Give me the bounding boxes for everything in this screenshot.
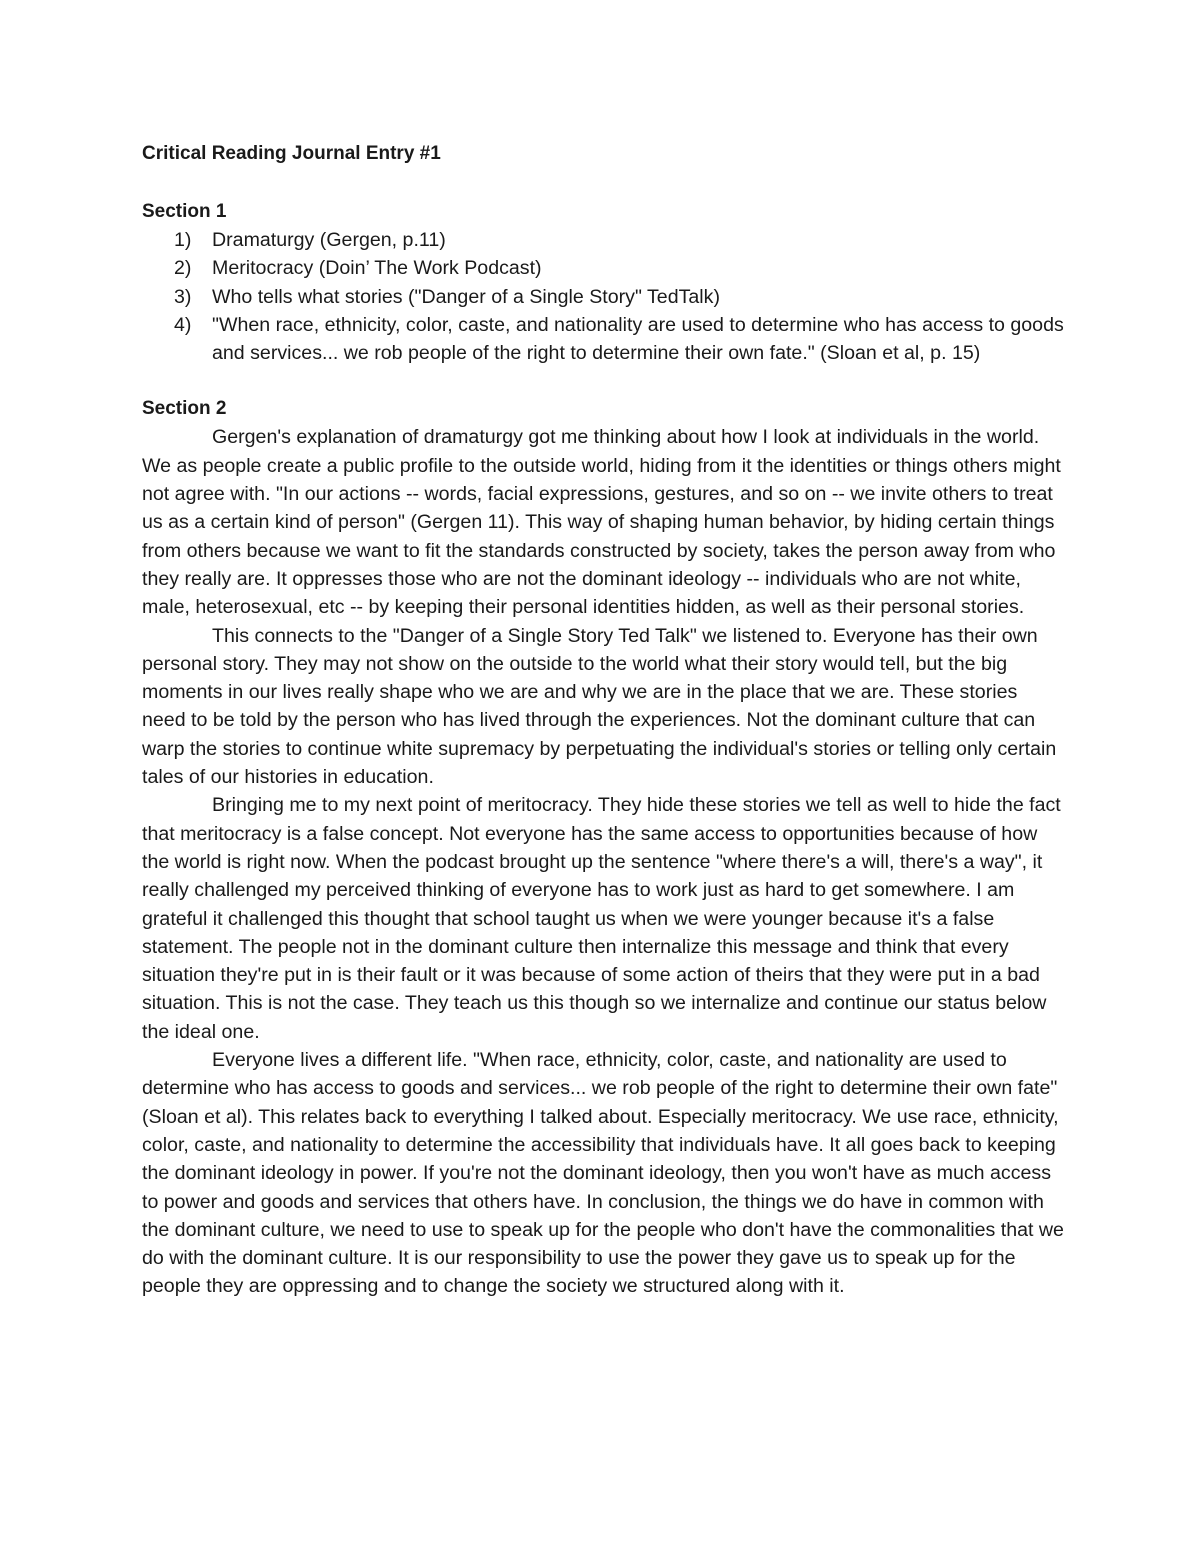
section-1-heading: Section 1 <box>142 201 227 222</box>
list-item-text: Meritocracy (Doin’ The Work Podcast) <box>212 257 542 280</box>
section-2-paragraph: Bringing me to my next point of meritocracy. They hide these stories we tell as well to hide the fact that meritocracy is a false concept. Not everyone has the same access to opportunities because of how the world is right now. When the podcast brought up the sentence "where there's a will, there's a way", it really challenged my perceived thinking of everyone has to work just as hard to get somewhere. I am grateful it challenged this thought that school taught us when we were younger because it's a false statement. The people not in the dominant culture then internalize this message and think that every situation they're put in is their fault or it was because of some action of theirs that they were put in a bad situation. This is not the case. They teach us this though so we internalize and continue our status below the ideal one. <box>142 794 1061 1043</box>
list-item <box>142 254 1064 282</box>
list-item-number: 4) <box>174 313 192 336</box>
document-page <box>142 140 1064 1301</box>
list-item-number: 3) <box>174 285 192 308</box>
list-item <box>142 311 1064 368</box>
document-title: Critical Reading Journal Entry #1 <box>142 143 441 164</box>
section-2-heading: Section 2 <box>142 398 227 420</box>
section-2-paragraph: This connects to the "Danger of a Single Story Ted Talk" we listened to. Everyone has their own personal story. They may not show on the outside to the world what their story would tell, but the big moments in our lives really shape who we are and why we are in the place that we are. These stories need to be told by the person who has lived through the experiences. Not the dominant culture that can warp the stories to continue white supremacy by perpetuating the individual's stories or telling only certain tales of our histories in education. <box>142 624 1057 789</box>
list-item-number: 2) <box>174 257 192 280</box>
list-item-number: 1) <box>174 229 192 251</box>
section-2-paragraph: Everyone lives a different life. "When race, ethnicity, color, caste, and nationality are used to determine who has access to goods and services... we rob people of the right to determine their own fate" (Sloan et al). This relates back to everything I talked about. Especially meritocracy. We use race, ethnicity, color, caste, and nationality to determine the accessibility that individuals have. It all goes back to keeping the dominant ideology in power. If you're not the dominant ideology, then you won't have as much access to power and goods and services that others have. In conclusion, the things we do have in common with the dominant culture, we need to use to speak up for the people who don't have the commonalities that we do with the dominant culture. It is our responsibility to use the power they gave us to speak up for the people they are oppressing and to change the society we structured along with it. <box>142 1049 1064 1298</box>
list-item-text: "When race, ethnicity, color, caste, and nationality are used to determine who has access to goods and services... we rob people of the right to determine their own fate." (Sloan et al, p. 15) <box>212 313 1064 365</box>
list-item <box>142 283 1064 311</box>
section-2-paragraph: Gergen's explanation of dramaturgy got me thinking about how I look at individuals in the world. We as people create a public profile to the outside world, hiding from it the identities or things others might not agree with. "In our actions -- words, facial expressions, gestures, and so on -- we invite others to treat us as a certain kind of person" (Gergen 11). This way of shaping human behavior, by hiding certain things from others because we want to fit the standards constructed by society, takes the person away from who they really are. It oppresses those who are not the dominant ideology -- individuals who are not white, male, heterosexual, etc -- by keeping their personal identities hidden, as well as their personal stories. <box>142 426 1061 619</box>
list-item <box>142 226 1064 254</box>
list-item-text: Who tells what stories ("Danger of a Single Story" TedTalk) <box>212 285 720 308</box>
list-item-text: Dramaturgy (Gergen, p.11) <box>212 229 446 251</box>
section-1-list <box>142 226 1064 367</box>
